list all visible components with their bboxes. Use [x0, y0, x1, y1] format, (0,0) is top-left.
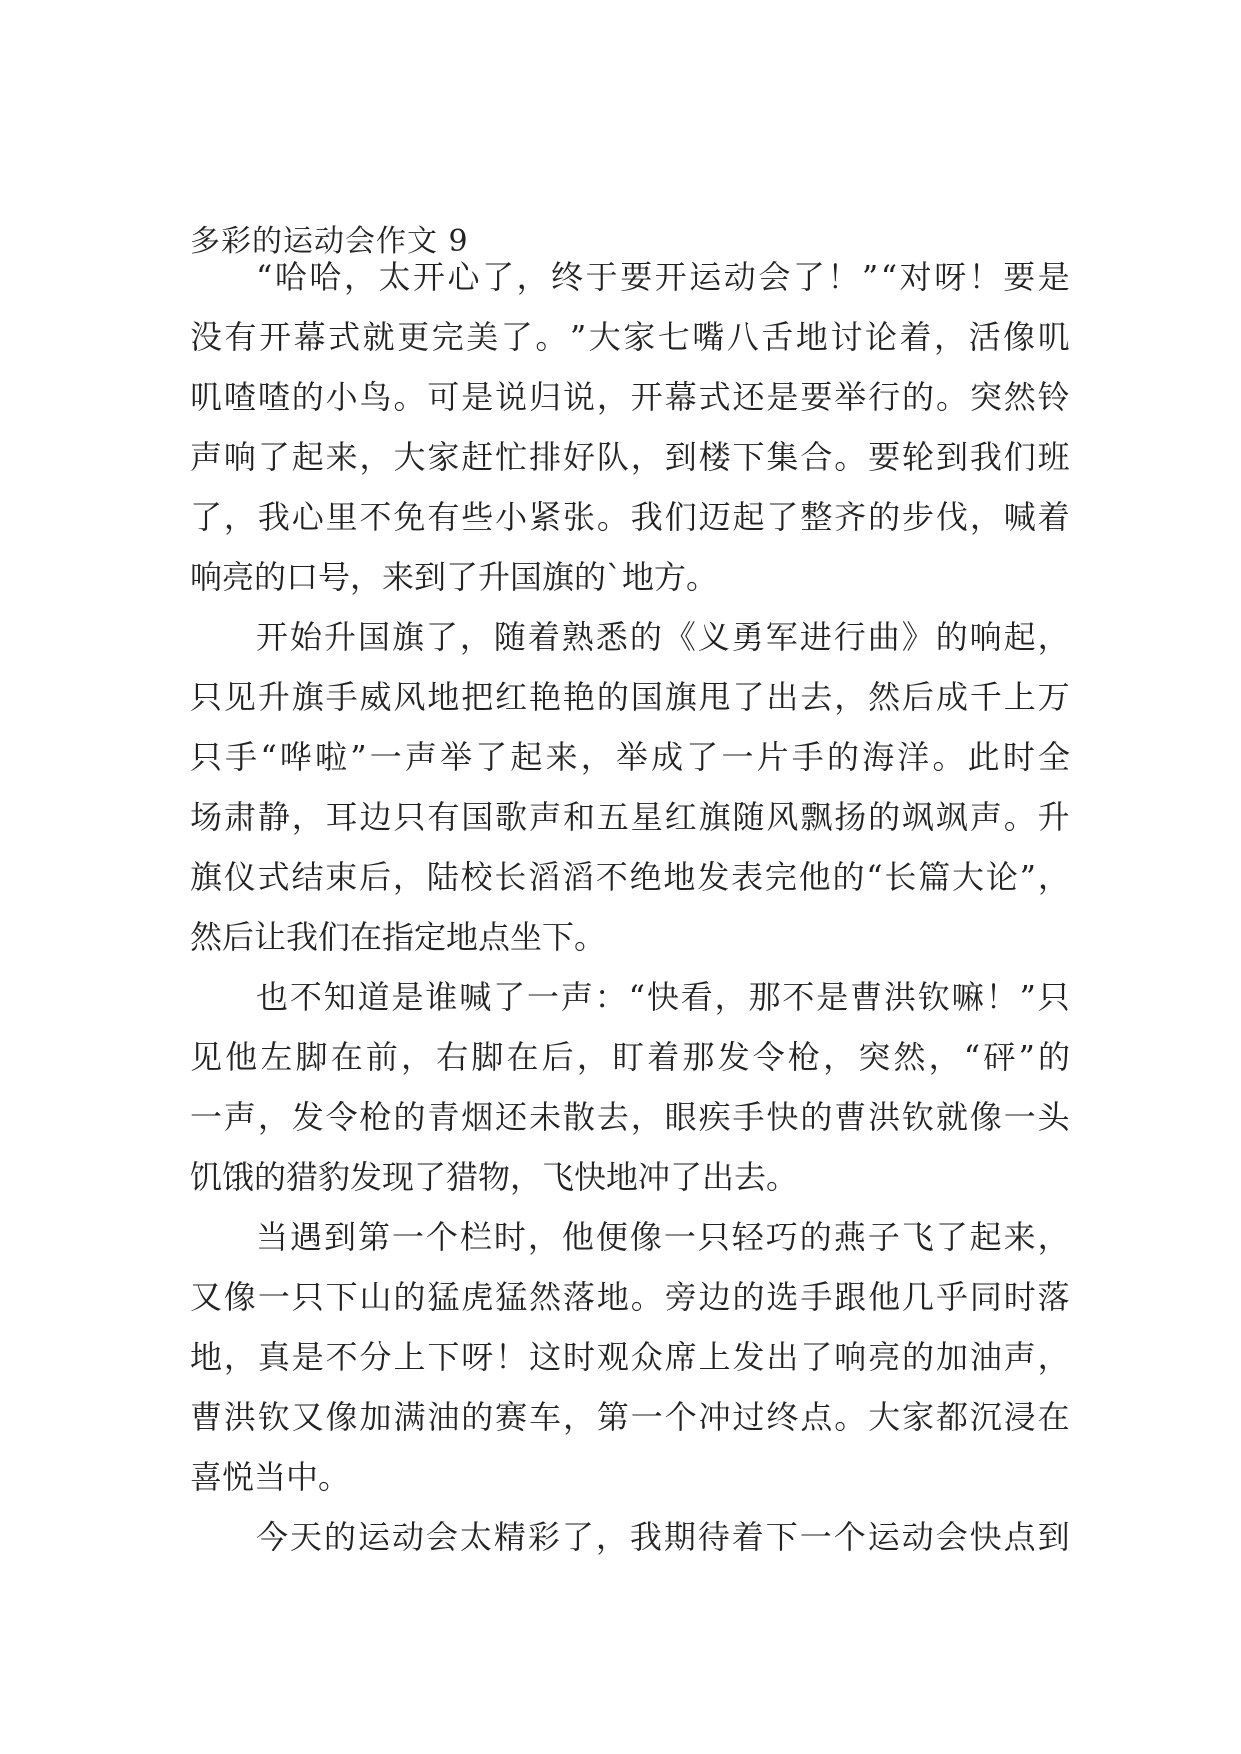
text-line: 地 ， 真 是 不 分 上 下 呀 ！ 这 时 观 众 席 上 发 出 了 响 亮 的 加 油 声 ， — [190, 1338, 1070, 1376]
text-line: 没 有 开 幕 式 就 更 完 美 了 。 ” 大 家 七 嘴 八 舌 地 讨 论 着 ， 活 像 叽 — [190, 318, 1070, 356]
text-line: 只 手 “ 哗 啦 ” 一 声 举 了 起 来 ， 举 成 了 一 片 手 的 海 洋 。 此 时 全 — [190, 738, 1070, 776]
text-line: 一 声 ， 发 令 枪 的 青 烟 还 未 散 去 ， 眼 疾 手 快 的 曹 洪 钦 就 像 一 头 — [190, 1098, 1070, 1136]
text-line: 场 肃 静 ， 耳 边 只 有 国 歌 声 和 五 星 红 旗 随 风 飘 扬 的 飒 飒 声 。 升 — [190, 798, 1070, 836]
document-title: 多彩的运动会作文 9 — [190, 224, 469, 259]
text-line: 开 始 升 国 旗 了 ， 随 着 熟 悉 的 《 义 勇 军 进 行 曲 》 的 响 起 ， — [256, 618, 1070, 656]
text-line: 也 不 知 道 是 谁 喊 了 一 声 ： “ 快 看 ， 那 不 是 曹 洪 钦 嘛 ！ ” 只 — [256, 978, 1070, 1016]
text-line: 喜悦当中。 — [190, 1458, 351, 1496]
text-line: 然后让我们在指定地点坐下。 — [190, 918, 607, 956]
text-line: “ 哈 哈 ， 太 开 心 了 ， 终 于 要 开 运 动 会 了 ！ ” “ 对 呀 ！ 要 是 — [256, 258, 1070, 296]
text-line: 旗 仪 式 结 束 后 ， 陆 校 长 滔 滔 不 绝 地 发 表 完 他 的 “ 长 篇 大 论 ” ， — [190, 858, 1070, 896]
text-line: 饥饿的猎豹发现了猎物，飞快地冲了出去。 — [190, 1158, 799, 1196]
text-line: 声 响 了 起 来 ， 大 家 赶 忙 排 好 队 ， 到 楼 下 集 合 。 要 轮 到 我 们 班 — [190, 438, 1070, 476]
text-line: 响亮的口号，来到了升国旗的`地方。 — [190, 558, 719, 596]
text-line: 又 像 一 只 下 山 的 猛 虎 猛 然 落 地 。 旁 边 的 选 手 跟 他 几 乎 同 时 落 — [190, 1278, 1070, 1316]
text-line: 曹 洪 钦 又 像 加 满 油 的 赛 车 ， 第 一 个 冲 过 终 点 。 大 家 都 沉 浸 在 — [190, 1398, 1070, 1436]
text-line: 当 遇 到 第 一 个 栏 时 ， 他 便 像 一 只 轻 巧 的 燕 子 飞 了 起 来 ， — [256, 1218, 1070, 1256]
text-line: 只 见 升 旗 手 威 风 地 把 红 艳 艳 的 国 旗 甩 了 出 去 ， 然 后 成 千 上 万 — [190, 678, 1070, 716]
text-line: 了 ， 我 心 里 不 免 有 些 小 紧 张 。 我 们 迈 起 了 整 齐 的 步 伐 ， 喊 着 — [190, 498, 1070, 536]
text-line: 见 他 左 脚 在 前 ， 右 脚 在 后 ， 盯 着 那 发 令 枪 ， 突 然 ， “ 砰 ” 的 — [190, 1038, 1070, 1076]
text-line: 叽 喳 喳 的 小 鸟 。 可 是 说 归 说 ， 开 幕 式 还 是 要 举 行 的 。 突 然 铃 — [190, 378, 1070, 416]
text-line: 今 天 的 运 动 会 太 精 彩 了 ， 我 期 待 着 下 一 个 运 动 会 快 点 到 — [256, 1518, 1070, 1556]
